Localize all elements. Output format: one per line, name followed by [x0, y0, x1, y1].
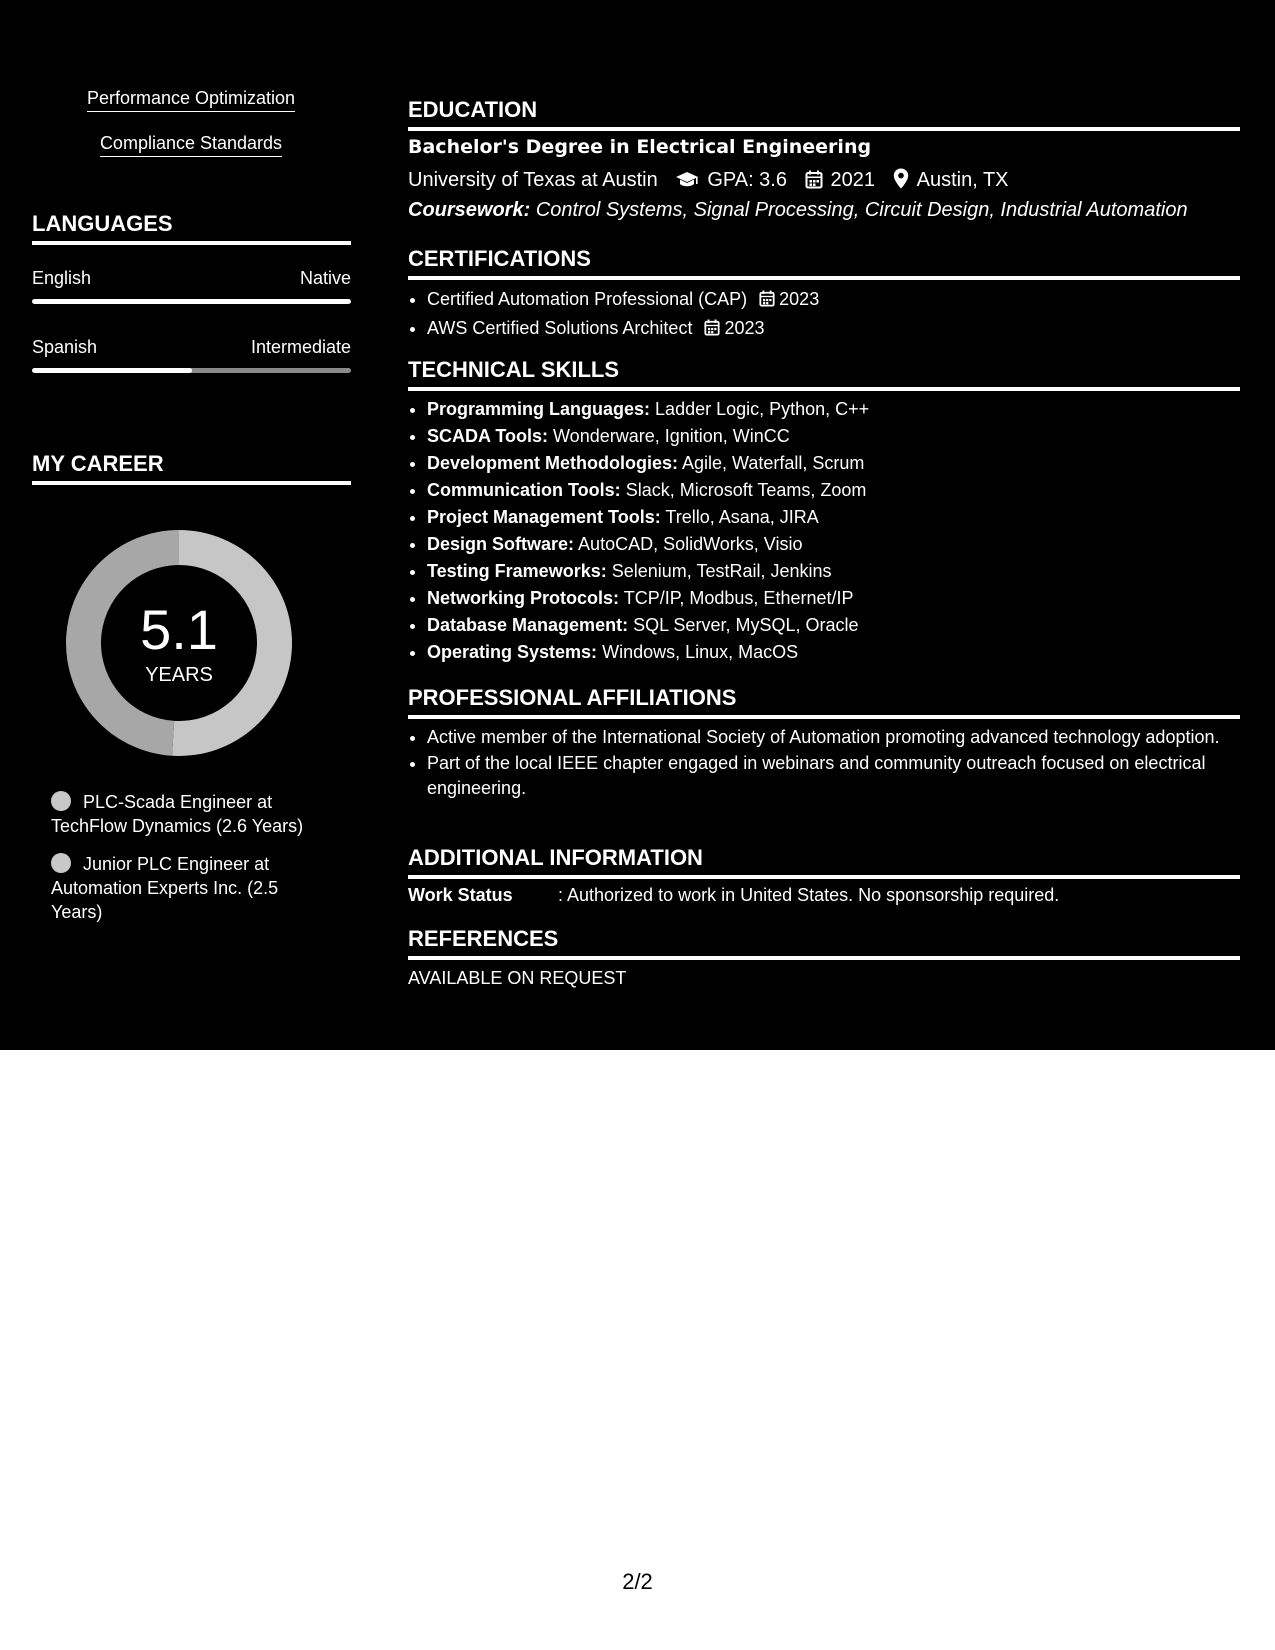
work-status-label: Work Status: [408, 885, 513, 905]
bullet-dot-icon: [51, 853, 71, 873]
language-level: Intermediate: [250, 337, 351, 357]
language-name: Spanish: [32, 337, 98, 357]
location-pin-icon: [893, 168, 909, 195]
education-location: Austin, TX: [916, 169, 1009, 191]
references-text: AVAILABLE ON REQUEST: [408, 968, 627, 988]
language-name: English: [32, 268, 92, 288]
skill-item: • Networking Protocols: TCP/IP, Modbus, Ethernet/IP: [427, 585, 1237, 612]
education-heading: EDUCATION: [408, 97, 1240, 131]
technical-skills-list: [408, 396, 1237, 666]
graduation-cap-icon: [675, 171, 699, 195]
certifications-list: [408, 286, 1237, 344]
calendar-icon: [704, 317, 720, 344]
bullet-dot-icon: [51, 791, 71, 811]
work-status-value: : Authorized to work in United States. No sponsorship required.: [558, 885, 1060, 905]
coursework-label: Coursework:: [408, 199, 531, 221]
skill-item: • Database Management: SQL Server, MySQL, Oracle: [427, 612, 1237, 639]
affiliations-list: [408, 725, 1237, 802]
calendar-icon: [759, 288, 775, 315]
language-proficiency-bar: [32, 299, 351, 304]
skill-tag: Performance Optimization: [0, 88, 382, 112]
languages-heading: LANGUAGES: [32, 211, 351, 245]
skill-item: • Testing Frameworks: Selenium, TestRail, Jenkins: [427, 558, 1237, 585]
certification-year: 2023: [724, 318, 765, 338]
school-name: University of Texas at Austin: [408, 169, 658, 191]
degree-title: Bachelor's Degree in Electrical Engineering: [408, 136, 872, 158]
skill-item: • Operating Systems: Windows, Linux, MacOS: [427, 639, 1237, 666]
skill-item: • Communication Tools: Slack, Microsoft Teams, Zoom: [427, 477, 1237, 504]
certification-item: • Certified Automation Professional (CAP) 2023: [427, 286, 1237, 315]
career-donut-chart: [66, 530, 292, 756]
coursework-list: Control Systems, Signal Processing, Circuit Design, Industrial Automation: [535, 199, 1188, 221]
coursework: [408, 199, 1188, 222]
skill-item: • Design Software: AutoCAD, SolidWorks, Visio: [427, 531, 1237, 558]
skill-item: • Programming Languages: Ladder Logic, Python, C++: [427, 396, 1237, 423]
career-item: Junior PLC Engineer at Automation Experts Inc. (2.5 Years): [51, 854, 279, 922]
sidebar: [0, 0, 382, 1050]
career-item: PLC-Scada Engineer at TechFlow Dynamics (2.6 Years): [51, 792, 304, 836]
affiliations-heading: PROFESSIONAL AFFILIATIONS: [408, 685, 1240, 719]
affiliation-item: • Part of the local IEEE chapter engaged in webinars and community outreach focused on electrical engineering.: [427, 751, 1237, 801]
language-level: Native: [299, 268, 351, 288]
skill-tag: Compliance Standards: [0, 133, 382, 157]
career-total-unit: YEARS: [145, 664, 213, 686]
references-heading: REFERENCES: [408, 926, 1240, 960]
language-proficiency-fill: [32, 299, 351, 304]
skill-item: • Project Management Tools: Trello, Asana, JIRA: [427, 504, 1237, 531]
certification-item: • AWS Certified Solutions Architect 2023: [427, 315, 1237, 344]
certifications-heading: CERTIFICATIONS: [408, 246, 1240, 280]
calendar-icon: [805, 170, 823, 195]
work-status-row: [408, 885, 1059, 906]
gpa: GPA: 3.6: [707, 169, 787, 191]
skill-item: • Development Methodologies: Agile, Waterfall, Scrum: [427, 450, 1237, 477]
career-total-years: 5.1: [140, 598, 218, 661]
technical-skills-heading: TECHNICAL SKILLS: [408, 357, 1240, 391]
language-proficiency-bar: [32, 368, 351, 373]
additional-info-heading: ADDITIONAL INFORMATION: [408, 845, 1240, 879]
education-details: [408, 168, 1009, 195]
graduation-year: 2021: [830, 169, 876, 191]
certification-year: 2023: [779, 289, 820, 309]
language-proficiency-fill: [32, 368, 192, 373]
career-heading: MY CAREER: [32, 451, 351, 485]
skill-item: • SCADA Tools: Wonderware, Ignition, WinCC: [427, 423, 1237, 450]
page-number: 2/2: [622, 1569, 653, 1594]
affiliation-item: • Active member of the International Society of Automation promoting advanced technology adoption.: [427, 725, 1237, 750]
